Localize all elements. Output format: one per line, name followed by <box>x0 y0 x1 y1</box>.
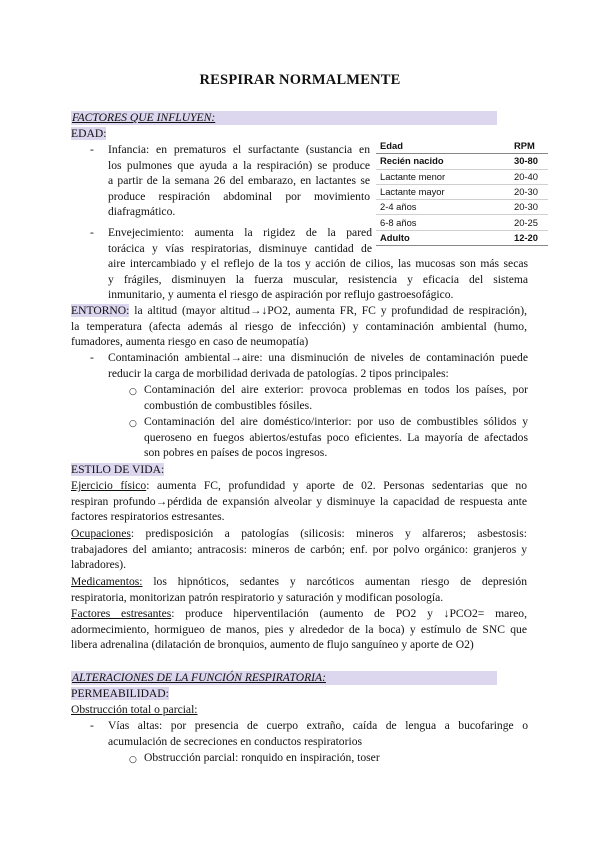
table-row <box>376 200 548 215</box>
vias-altas-text: Vías altas: por presencia de cuerpo extraño, caída de lengua a bucofaringe o acumulación de secreciones en conductos respiratorios <box>108 719 528 748</box>
table-row <box>376 184 548 199</box>
medicamentos-label: Medicamentos: <box>71 575 143 588</box>
entorno-paragraph: ENTORNO: la altitud (mayor altitud→↓PO2, aumenta FR, FC y profundidad de respiración), la temperatura (afecta además al riesgo de infección) y contaminación ambiental (humo, fumadores, aumenta riesgo en caso de neumopatía) <box>71 304 527 349</box>
table-header-cell: RPM <box>510 139 548 154</box>
table-cell-edad: Lactante mayor <box>376 184 510 199</box>
circle-bullet: ○ <box>129 419 137 429</box>
table-cell-rpm: 20-25 <box>510 215 548 230</box>
edad-label: EDAD: <box>71 127 107 140</box>
contaminacion-text: Contaminación ambiental→aire: una disminución de niveles de contaminación puede reducir la carga de morbilidad derivada de patologías. 2 tipos principales: <box>108 351 528 380</box>
dash-bullet: - <box>90 351 94 364</box>
table-cell-edad: Adulto <box>376 230 510 245</box>
circle-bullet: ○ <box>129 755 137 765</box>
obstruccion-parcial-text: Obstrucción parcial: ronquido en inspiración, toser <box>144 751 380 764</box>
table-cell-rpm: 20-40 <box>510 169 548 184</box>
table-cell-rpm: 12-20 <box>510 230 548 245</box>
obstruccion-label: Obstrucción total o parcial: <box>71 703 198 716</box>
table-row <box>376 169 548 184</box>
ejercicio-paragraph: Ejercicio físico: aumenta FC, profundidad y aporte de 02. Personas sedentarias que no respiran profundo→pérdida de expansión alveolar y disminuye la capacidad de respuesta ante factores respiratorios estresantes. <box>71 479 528 524</box>
aire-exterior-text: Contaminación del aire exterior: provoca problemas en todos los países, por combustión de combustibles fósiles. <box>144 383 528 412</box>
dash-bullet: - <box>90 226 94 239</box>
entorno-label: ENTORNO: <box>71 304 130 317</box>
table-cell-edad: Recién nacido <box>376 154 510 169</box>
table-cell-rpm: 20-30 <box>510 184 548 199</box>
table-cell-edad: Lactante menor <box>376 169 510 184</box>
table-cell-rpm: 20-30 <box>510 200 548 215</box>
table-header-cell: Edad <box>376 139 510 154</box>
permeabilidad-label: PERMEABILIDAD: <box>71 687 169 700</box>
medicamentos-paragraph: Medicamentos: los hipnóticos, sedantes y narcóticos aumentan riesgo de depresión respiratoria, monitorizan patrón respiratorio y saturación y modifican posología. <box>71 575 527 604</box>
page-title: RESPIRAR NORMALMENTE <box>199 72 401 88</box>
infancia-text: Infancia: en prematuros el surfactante (sustancia en los pulmones que ayuda a la respiración) se produce a partir de la semana 26 del embarazo, en lactantes se produce respiración abdominal por movimiento diafragmático. <box>108 143 370 219</box>
rpm-table <box>376 139 548 246</box>
ejercicio-label: Ejercicio físico <box>71 479 147 492</box>
ocupaciones-paragraph: Ocupaciones: predisposición a patologías (silicosis: mineros y alfareros; asbestosis: trabajadores del amianto; antracosis: mineros de carbón; enf. por polvo orgánico: granjeros y labradores). <box>71 527 527 572</box>
table-row <box>376 154 548 169</box>
section-heading-factores: FACTORES QUE INFLUYEN: <box>72 111 216 124</box>
table-cell-edad: 6-8 años <box>376 215 510 230</box>
ocupaciones-label: Ocupaciones <box>71 527 131 540</box>
table-row <box>376 230 548 245</box>
envejecimiento-text-b: aire intercambiado y el reflejo de la tos y acción de cilios, las mucosas son más secas y frágiles, disminuyen la fuerza muscular, resistencia y eficacia del sistema inmunitario, y aumenta el riesgo de aspiración por reflujo gastroesofágico. <box>108 257 528 302</box>
aire-interior-text: Contaminación del aire doméstico/interior: por uso de combustibles sólidos y queroseno en fuegos abiertos/estufas poco eficientes. La mayoría de afectados son pobres en países de pocos ingresos. <box>144 415 528 460</box>
factores-label: Factores estresantes <box>71 607 172 620</box>
table-row <box>376 215 548 230</box>
estilo-label: ESTILO DE VIDA: <box>71 463 165 476</box>
envejecimiento-text-a: Envejecimiento: aumenta la rigidez de la pared torácica y vías respiratorias, disminuye cantidad de <box>108 226 372 255</box>
table-cell-rpm: 30-80 <box>510 154 548 169</box>
factores-paragraph: Factores estresantes: produce hiperventilación (aumento de PO2 y ↓PCO2= mareo, adormecimiento, hormigueo de manos, pies y alrededor de la boca) y estímulo de SNC que libera adrenalina (dilatación de bronquios, aumento de flujo sanguíneo y aporte de O2) <box>71 607 527 652</box>
table-header-row <box>376 139 548 154</box>
dash-bullet: - <box>90 719 94 732</box>
circle-bullet: ○ <box>129 387 137 397</box>
section-heading-alteraciones: ALTERACIONES DE LA FUNCIÓN RESPIRATORIA: <box>72 671 326 684</box>
table-cell-edad: 2-4 años <box>376 200 510 215</box>
dash-bullet: - <box>90 143 94 156</box>
